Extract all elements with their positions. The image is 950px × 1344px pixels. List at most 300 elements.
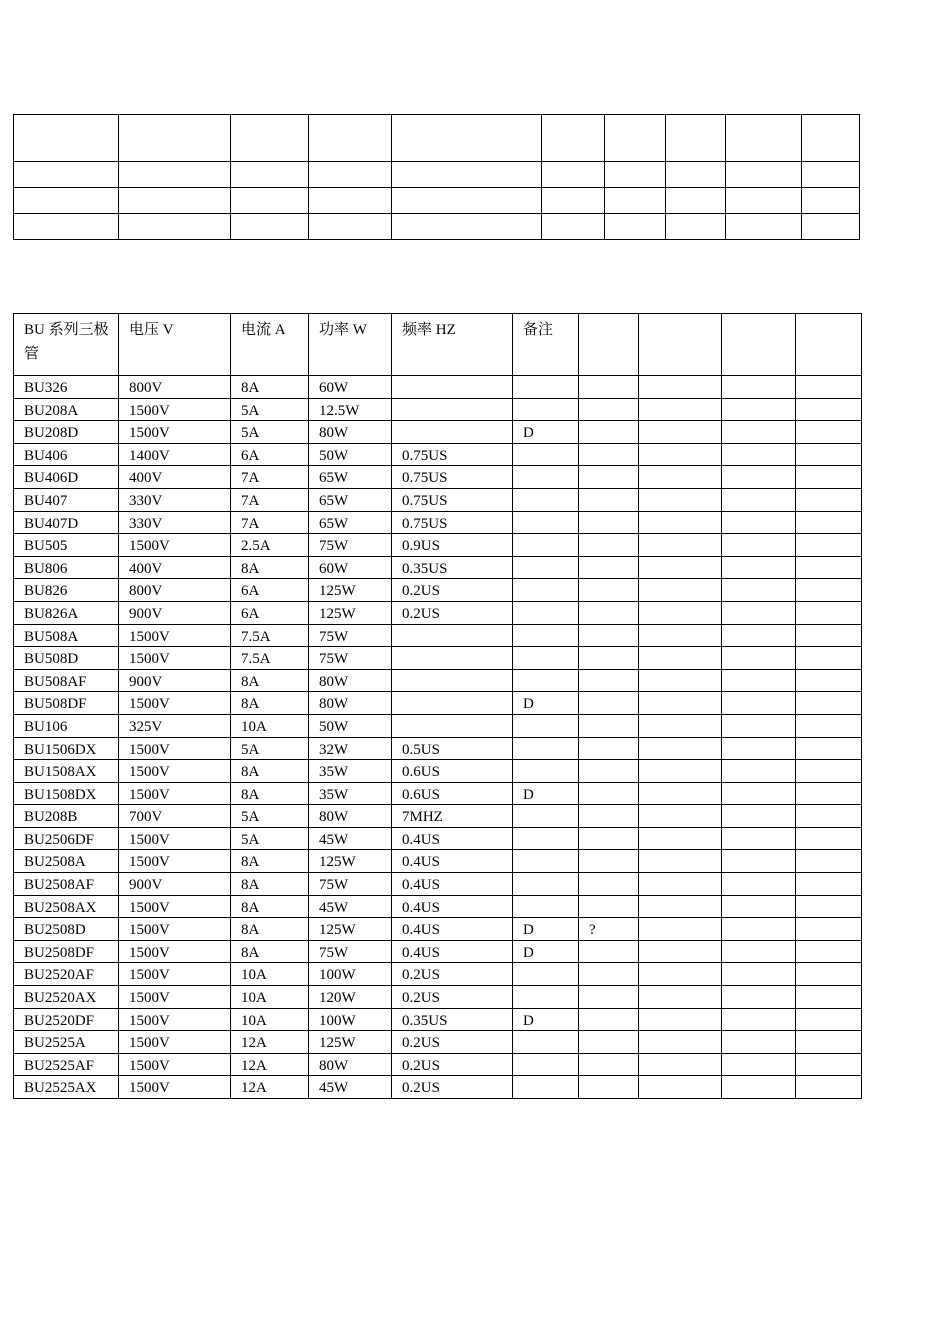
table-cell: 80W — [309, 1053, 392, 1076]
table-cell: BU407 — [14, 488, 119, 511]
table-cell: D — [513, 421, 579, 444]
table-row — [14, 918, 862, 941]
table-cell: 330V — [119, 511, 231, 534]
table-cell: 0.2US — [392, 1053, 513, 1076]
table-cell — [639, 714, 722, 737]
table-cell — [392, 647, 513, 670]
table-cell — [579, 556, 639, 579]
table-cell — [639, 601, 722, 624]
table-row — [14, 398, 862, 421]
table-cell: BU2520AF — [14, 963, 119, 986]
table-cell: 1500V — [119, 940, 231, 963]
table-cell: 0.2US — [392, 963, 513, 986]
table-cell — [639, 918, 722, 941]
table-row — [14, 940, 862, 963]
table-cell: 5A — [231, 398, 309, 421]
table-cell — [579, 669, 639, 692]
table-cell: BU208A — [14, 398, 119, 421]
table-cell: 0.4US — [392, 873, 513, 896]
table-cell: 1500V — [119, 1076, 231, 1099]
table-cell — [722, 488, 796, 511]
table-cell — [722, 782, 796, 805]
table-cell: BU406D — [14, 466, 119, 489]
table-cell — [796, 940, 862, 963]
table-cell: 32W — [309, 737, 392, 760]
table-row — [14, 986, 862, 1009]
table-cell — [796, 398, 862, 421]
header-cell: 功率 W — [309, 314, 392, 376]
table-cell — [513, 488, 579, 511]
table-cell: 1500V — [119, 421, 231, 444]
table-cell — [796, 873, 862, 896]
table-cell — [722, 534, 796, 557]
table-cell: BU208D — [14, 421, 119, 444]
table-cell: 330V — [119, 488, 231, 511]
table-cell — [579, 714, 639, 737]
table-cell: 125W — [309, 850, 392, 873]
table-row — [14, 534, 862, 557]
table-cell: 12A — [231, 1053, 309, 1076]
table-cell: 60W — [309, 556, 392, 579]
table-cell: 80W — [309, 421, 392, 444]
table-cell: BU2508AX — [14, 895, 119, 918]
table-cell: 800V — [119, 376, 231, 399]
table-cell: 35W — [309, 782, 392, 805]
table-row — [14, 1076, 862, 1099]
table-cell — [796, 1053, 862, 1076]
table-cell — [796, 376, 862, 399]
table-cell: BU407D — [14, 511, 119, 534]
table-cell: 12A — [231, 1031, 309, 1054]
table-cell — [722, 376, 796, 399]
table-cell — [639, 443, 722, 466]
table-row — [14, 895, 862, 918]
table-cell: 5A — [231, 805, 309, 828]
table-cell: BU826A — [14, 601, 119, 624]
table-cell — [639, 398, 722, 421]
table-cell — [639, 421, 722, 444]
table-cell — [722, 1008, 796, 1031]
table-cell — [639, 511, 722, 534]
table-cell: 1500V — [119, 760, 231, 783]
table-cell: 900V — [119, 669, 231, 692]
table-cell: D — [513, 940, 579, 963]
table-cell — [639, 669, 722, 692]
table-cell: 100W — [309, 1008, 392, 1031]
table-cell: 2.5A — [231, 534, 309, 557]
table-cell — [513, 601, 579, 624]
table-cell: 1500V — [119, 1053, 231, 1076]
table-cell: 1500V — [119, 986, 231, 1009]
table-cell: 80W — [309, 805, 392, 828]
table-cell: 65W — [309, 511, 392, 534]
table-cell: 0.35US — [392, 1008, 513, 1031]
table-cell — [579, 579, 639, 602]
table-cell: 12.5W — [309, 398, 392, 421]
table-cell: 7A — [231, 511, 309, 534]
table-cell: BU326 — [14, 376, 119, 399]
table-cell: 5A — [231, 737, 309, 760]
table-cell: BU2520AX — [14, 986, 119, 1009]
table-cell: 1500V — [119, 827, 231, 850]
table-cell — [639, 895, 722, 918]
table-cell — [639, 376, 722, 399]
table-cell — [513, 895, 579, 918]
table-cell: 80W — [309, 692, 392, 715]
table-row — [14, 737, 862, 760]
table-cell — [639, 805, 722, 828]
table-cell: 8A — [231, 940, 309, 963]
table-cell — [796, 488, 862, 511]
table-cell — [639, 782, 722, 805]
table-cell — [513, 534, 579, 557]
table-cell: D — [513, 782, 579, 805]
table-cell: 325V — [119, 714, 231, 737]
table-cell — [579, 895, 639, 918]
table-cell — [579, 398, 639, 421]
table-cell — [796, 760, 862, 783]
header-cell: 频率 HZ — [392, 314, 513, 376]
table-cell — [639, 534, 722, 557]
table-cell: 0.2US — [392, 1076, 513, 1099]
table-cell — [722, 827, 796, 850]
table-cell: 0.4US — [392, 850, 513, 873]
table-cell — [639, 873, 722, 896]
table-cell: 1500V — [119, 963, 231, 986]
table-cell — [579, 534, 639, 557]
table-cell — [513, 443, 579, 466]
table-cell — [513, 850, 579, 873]
table-cell: 45W — [309, 1076, 392, 1099]
transistor-table-body — [14, 314, 862, 1099]
table-cell: BU2508D — [14, 918, 119, 941]
table-cell — [579, 376, 639, 399]
table-cell — [722, 601, 796, 624]
table-cell — [392, 714, 513, 737]
table-cell — [392, 398, 513, 421]
table-cell — [796, 511, 862, 534]
table-cell — [796, 692, 862, 715]
table-row — [14, 511, 862, 534]
table-cell — [722, 873, 796, 896]
table-cell: BU2525AF — [14, 1053, 119, 1076]
table-cell: 10A — [231, 963, 309, 986]
table-cell: 8A — [231, 376, 309, 399]
table-cell — [796, 421, 862, 444]
table-cell — [796, 556, 862, 579]
table-cell: 0.35US — [392, 556, 513, 579]
table-cell: 10A — [231, 1008, 309, 1031]
table-row — [14, 624, 862, 647]
table-cell: D — [513, 1008, 579, 1031]
table-cell — [639, 1031, 722, 1054]
table-cell: 7.5A — [231, 624, 309, 647]
table-cell — [579, 1031, 639, 1054]
table-cell — [579, 1008, 639, 1031]
table-cell: 7A — [231, 466, 309, 489]
table-cell: 1400V — [119, 443, 231, 466]
table-cell: 75W — [309, 873, 392, 896]
table-cell: 75W — [309, 534, 392, 557]
table-row — [14, 376, 862, 399]
table-cell: 50W — [309, 714, 392, 737]
table-cell — [722, 714, 796, 737]
table-cell — [579, 421, 639, 444]
table-cell — [796, 647, 862, 670]
table-cell: 45W — [309, 895, 392, 918]
table-cell — [392, 421, 513, 444]
table-cell: 0.4US — [392, 827, 513, 850]
table-cell: 45W — [309, 827, 392, 850]
table-cell — [722, 511, 796, 534]
table-cell — [796, 737, 862, 760]
table-row — [14, 850, 862, 873]
table-cell — [639, 579, 722, 602]
table-cell — [513, 511, 579, 534]
header-cell — [722, 314, 796, 376]
table-cell — [722, 624, 796, 647]
table-cell — [722, 737, 796, 760]
table-cell — [722, 398, 796, 421]
table-cell: 65W — [309, 488, 392, 511]
table-cell — [722, 940, 796, 963]
table-cell — [796, 986, 862, 1009]
table-cell: 1500V — [119, 534, 231, 557]
table-row — [14, 805, 862, 828]
table-cell — [513, 737, 579, 760]
table-cell: 125W — [309, 1031, 392, 1054]
table-cell: 120W — [309, 986, 392, 1009]
table-cell: 1500V — [119, 782, 231, 805]
table-cell — [579, 873, 639, 896]
table-cell — [513, 1076, 579, 1099]
table-cell: 0.75US — [392, 488, 513, 511]
table-cell: 7.5A — [231, 647, 309, 670]
table-cell — [722, 986, 796, 1009]
table-cell: 0.75US — [392, 443, 513, 466]
table-cell — [639, 827, 722, 850]
table-cell — [579, 963, 639, 986]
table-cell: 10A — [231, 986, 309, 1009]
table-cell — [722, 466, 796, 489]
table-cell: 125W — [309, 918, 392, 941]
header-cell: 电流 A — [231, 314, 309, 376]
table-cell — [579, 940, 639, 963]
table-cell — [639, 940, 722, 963]
table-cell — [639, 488, 722, 511]
table-cell: 1500V — [119, 398, 231, 421]
table-cell: 0.6US — [392, 760, 513, 783]
table-cell: BU826 — [14, 579, 119, 602]
table-cell: BU406 — [14, 443, 119, 466]
table-cell — [513, 556, 579, 579]
table-cell — [722, 443, 796, 466]
table-cell — [639, 624, 722, 647]
table-row — [14, 421, 862, 444]
table-cell — [722, 1031, 796, 1054]
header-cell — [639, 314, 722, 376]
table-cell: BU508AF — [14, 669, 119, 692]
table-cell — [513, 647, 579, 670]
table-cell: 10A — [231, 714, 309, 737]
table-cell: 80W — [309, 669, 392, 692]
table-row — [14, 466, 862, 489]
table-cell: D — [513, 918, 579, 941]
table-cell: 700V — [119, 805, 231, 828]
table-cell: 125W — [309, 601, 392, 624]
table-cell — [796, 601, 862, 624]
table-cell — [579, 1076, 639, 1099]
table-row — [14, 714, 862, 737]
table-cell: 75W — [309, 624, 392, 647]
table-cell — [513, 873, 579, 896]
table-row — [14, 579, 862, 602]
table-cell — [392, 624, 513, 647]
table-cell — [513, 466, 579, 489]
table-cell: 0.4US — [392, 895, 513, 918]
table-cell: 65W — [309, 466, 392, 489]
table-row — [14, 1008, 862, 1031]
header-cell — [579, 314, 639, 376]
empty-table-row — [14, 214, 860, 240]
table-cell: BU508DF — [14, 692, 119, 715]
table-cell — [639, 647, 722, 670]
table-cell — [639, 1053, 722, 1076]
table-cell: BU1508DX — [14, 782, 119, 805]
table-cell — [639, 692, 722, 715]
table-row — [14, 1053, 862, 1076]
table-cell — [722, 895, 796, 918]
table-cell: 6A — [231, 443, 309, 466]
table-cell — [513, 376, 579, 399]
empty-table-header-row — [14, 115, 860, 162]
table-cell: 0.6US — [392, 782, 513, 805]
header-cell — [796, 314, 862, 376]
table-cell: 0.2US — [392, 601, 513, 624]
table-cell — [579, 805, 639, 828]
table-cell — [579, 986, 639, 1009]
table-cell — [513, 714, 579, 737]
table-cell — [513, 398, 579, 421]
table-cell — [796, 805, 862, 828]
table-cell: 0.4US — [392, 918, 513, 941]
table-cell: 1500V — [119, 1008, 231, 1031]
table-cell: 0.75US — [392, 511, 513, 534]
table-cell — [796, 714, 862, 737]
table-row — [14, 601, 862, 624]
table-cell: 7A — [231, 488, 309, 511]
table-cell: 1500V — [119, 624, 231, 647]
table-cell — [722, 556, 796, 579]
table-row — [14, 669, 862, 692]
transistor-table — [13, 313, 862, 1099]
table-cell — [796, 918, 862, 941]
table-cell — [722, 692, 796, 715]
table-cell: BU1506DX — [14, 737, 119, 760]
table-cell — [579, 443, 639, 466]
table-cell: 8A — [231, 918, 309, 941]
table-cell: 60W — [309, 376, 392, 399]
table-cell: 6A — [231, 579, 309, 602]
table-row — [14, 647, 862, 670]
table-cell: 0.5US — [392, 737, 513, 760]
table-cell: 8A — [231, 850, 309, 873]
table-cell: BU2506DF — [14, 827, 119, 850]
table-cell: 0.2US — [392, 1031, 513, 1054]
table-cell: 1500V — [119, 850, 231, 873]
table-cell: 0.9US — [392, 534, 513, 557]
table-row — [14, 692, 862, 715]
table-cell: BU2508AF — [14, 873, 119, 896]
table-cell — [579, 511, 639, 534]
table-cell — [579, 601, 639, 624]
empty-table — [13, 114, 860, 240]
table-row — [14, 443, 862, 466]
table-cell — [722, 669, 796, 692]
table-cell: BU106 — [14, 714, 119, 737]
table-cell: BU2508A — [14, 850, 119, 873]
table-cell — [513, 805, 579, 828]
table-cell: BU508D — [14, 647, 119, 670]
table-cell — [796, 895, 862, 918]
table-cell — [513, 963, 579, 986]
table-cell — [513, 1031, 579, 1054]
table-cell — [722, 1053, 796, 1076]
table-cell: 1500V — [119, 692, 231, 715]
table-cell — [796, 534, 862, 557]
table-cell: 5A — [231, 421, 309, 444]
table-cell: 1500V — [119, 918, 231, 941]
table-cell — [796, 466, 862, 489]
table-cell — [722, 1076, 796, 1099]
table-cell — [796, 669, 862, 692]
table-cell: BU2508DF — [14, 940, 119, 963]
table-cell — [796, 443, 862, 466]
table-cell: 8A — [231, 760, 309, 783]
table-cell: 8A — [231, 692, 309, 715]
table-cell: 50W — [309, 443, 392, 466]
table-cell — [722, 850, 796, 873]
table-cell: BU505 — [14, 534, 119, 557]
table-cell — [796, 963, 862, 986]
table-cell — [579, 466, 639, 489]
table-cell — [392, 669, 513, 692]
table-cell — [639, 1076, 722, 1099]
table-header-row — [14, 314, 862, 376]
table-cell: 35W — [309, 760, 392, 783]
table-cell: BU806 — [14, 556, 119, 579]
table-cell: 12A — [231, 1076, 309, 1099]
table-row — [14, 760, 862, 783]
table-row — [14, 963, 862, 986]
table-cell: 0.2US — [392, 986, 513, 1009]
table-cell: 900V — [119, 601, 231, 624]
table-cell — [722, 963, 796, 986]
table-cell — [579, 488, 639, 511]
table-cell — [513, 624, 579, 647]
table-cell — [722, 918, 796, 941]
table-cell: 8A — [231, 669, 309, 692]
table-cell: 1500V — [119, 647, 231, 670]
table-cell: BU508A — [14, 624, 119, 647]
table-cell — [392, 692, 513, 715]
table-cell — [579, 760, 639, 783]
table-cell — [513, 986, 579, 1009]
table-cell — [796, 782, 862, 805]
table-cell — [513, 1053, 579, 1076]
table-row — [14, 556, 862, 579]
table-cell — [722, 760, 796, 783]
